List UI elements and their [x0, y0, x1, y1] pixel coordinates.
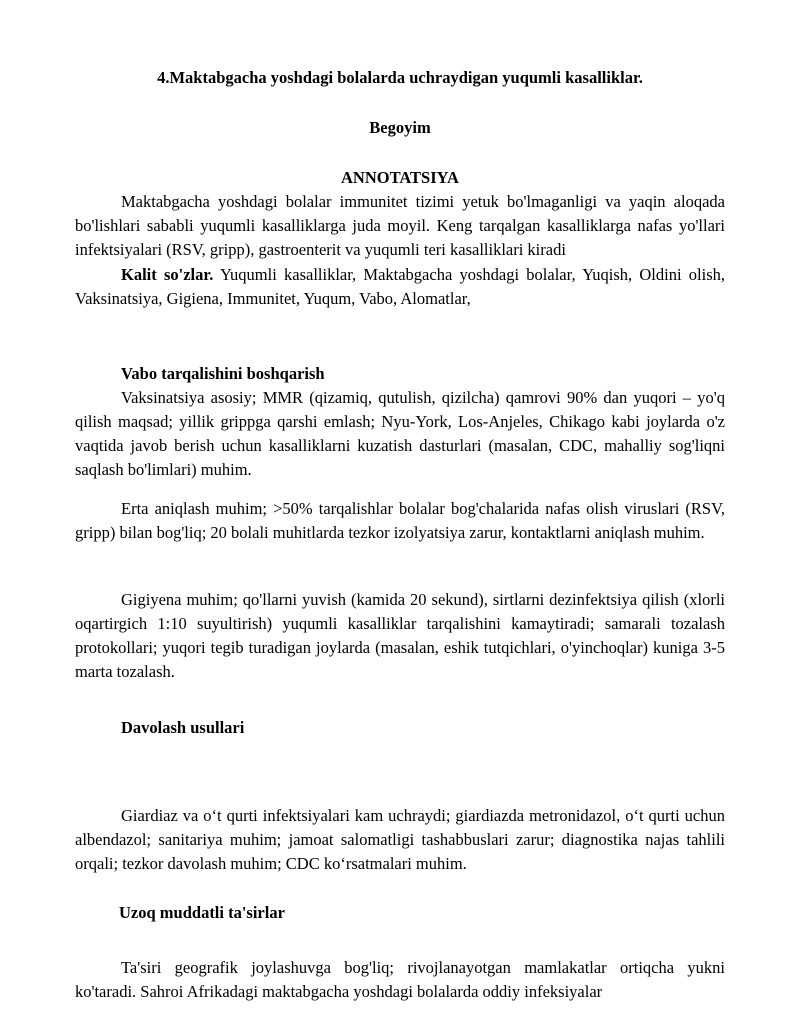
longterm-paragraph-1: Ta'siri geografik joylashuvga bog'liq; rivojlanayotgan mamlakatlar ortiqcha yukni ko'taradi. Sahroi Afrikadagi maktabgacha yoshdagi bolalarda oddiy infeksiyalar — [75, 958, 725, 1001]
section-heading-longterm: Uzoq muddatli ta'sirlar — [119, 903, 285, 922]
treatment-paragraph-1: Giardiaz va o‘t qurti infektsiyalari kam uchraydi; giardiazda metronidazol, o‘t qurti uchun albendazol; sanitariya muhim; jamoat salomatligi tashabbuslari zarur; diagnostika najas tahlili orqali; tezkor davolash muhim; CDC ko‘rsatmalari muhim. — [75, 806, 725, 873]
control-paragraph-2: Erta aniqlash muhim; >50% tarqalishlar bolalar bog'chalarida nafas olish viruslari (RSV, gripp) bilan bog'liq; 20 bolali muhitlarda tezkor izolyatsiya zarur, kontaktlarni aniqlash muhim. — [75, 499, 725, 542]
control-paragraph-1: Vaksinatsiya asosiy; MMR (qizamiq, qutulish, qizilcha) qamrovi 90% dan yuqori – yo'q qilish maqsad; yillik grippga qarshi emlash; Nyu-York, Los-Anjeles, Chikago kabi joylarda o'z vaqtida javob berish uchun kasalliklarni kuzatish dasturlari (masalan, CDC, mahalliy sog'liqni saqlash bo'limlari) muhim. — [75, 388, 725, 479]
section-heading-treatment: Davolash usullari — [121, 718, 245, 737]
control-paragraph-3: Gigiyena muhim; qo'llarni yuvish (kamida 20 sekund), sirtlarni dezinfektsiya qilish (xlorli oqartirgich 1:10 suyultirish) yuqumli kasalliklar tarqalishini kamaytiradi; samarali tozalash protokollari; yuqori tegib turadigan joylarda (masalan, eshik tutqichlari, o'yinchoqlar) kuniga 3-5 marta tozalash. — [75, 590, 725, 681]
document-title: 4.Maktabgacha yoshdagi bolalarda uchraydigan yuqumli kasalliklar. — [157, 68, 643, 87]
annotation-text: Maktabgacha yoshdagi bolalar immunitet tizimi yetuk bo'lmaganligi va yaqin aloqada bo'lishlari sababli yuqumli kasalliklarga juda moyil. Keng tarqalgan kasalliklarga nafas yo'llari infektsiyalari (RSV, gripp), gastroenterit va yuqumli teri kasalliklari kiradi — [75, 192, 725, 259]
keywords-list: Yuqumli kasalliklar, Maktabgacha yoshdagi bolalar, Yuqish, Oldini olish, Vaksinatsiya, Gigiena, Immunitet, Yuqum, Vabo, Alomatlar, — [75, 265, 725, 308]
keywords-label: Kalit so'zlar. — [121, 265, 214, 284]
section-heading-control: Vabo tarqalishini boshqarish — [121, 364, 325, 383]
annotation-heading: ANNOTATSIYA — [341, 168, 459, 187]
keywords-paragraph — [75, 263, 725, 311]
author-name: Begoyim — [369, 118, 431, 137]
